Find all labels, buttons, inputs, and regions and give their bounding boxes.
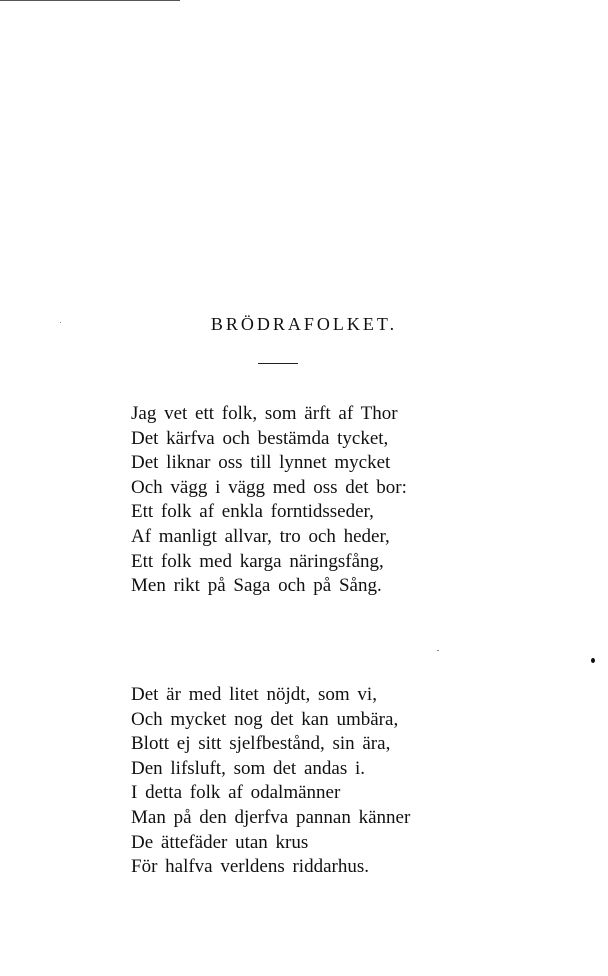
- stanza-2: [131, 683, 410, 880]
- ink-speck: [591, 658, 595, 663]
- poem-line: Det liknar oss till lynnet mycket: [131, 452, 391, 474]
- poem-line: Af manligt allvar, tro och heder,: [131, 525, 390, 547]
- poem-line: Blott ej sitt sjelfbestånd, sin ära,: [131, 733, 391, 755]
- paper-speck: [437, 650, 439, 651]
- poem-line: Det kärfva och bestämda tycket,: [131, 427, 389, 449]
- poem-line: De ättefäder utan krus: [131, 831, 309, 853]
- page-edge-rule: [0, 0, 180, 1]
- poem-line: Jag vet ett folk, som ärft af Thor: [131, 403, 398, 424]
- poem-line: Den lifsluft, som det andas i.: [131, 757, 365, 779]
- poem-line: Och vägg i vägg med oss det bor:: [131, 476, 407, 498]
- stanza-1: [131, 402, 407, 599]
- poem-line: Ett folk med karga näringsfång,: [131, 550, 384, 572]
- paper-speck: [60, 322, 61, 323]
- poem-line: Man på den djerfva pannan känner: [131, 806, 411, 828]
- poem-line: För halfva verldens riddarhus.: [131, 856, 369, 878]
- poem-line: Ett folk af enkla forntidsseder,: [131, 501, 374, 523]
- poem-line: Och mycket nog det kan umbära,: [131, 708, 399, 730]
- title-divider: [258, 363, 298, 364]
- poem-line: Det är med litet nöjdt, som vi,: [131, 684, 377, 705]
- poem-line: I detta folk af odalmänner: [131, 782, 341, 804]
- poem-title: BRÖDRAFOLKET.: [210, 314, 398, 334]
- poem-line: Men rikt på Saga och på Sång.: [131, 575, 382, 597]
